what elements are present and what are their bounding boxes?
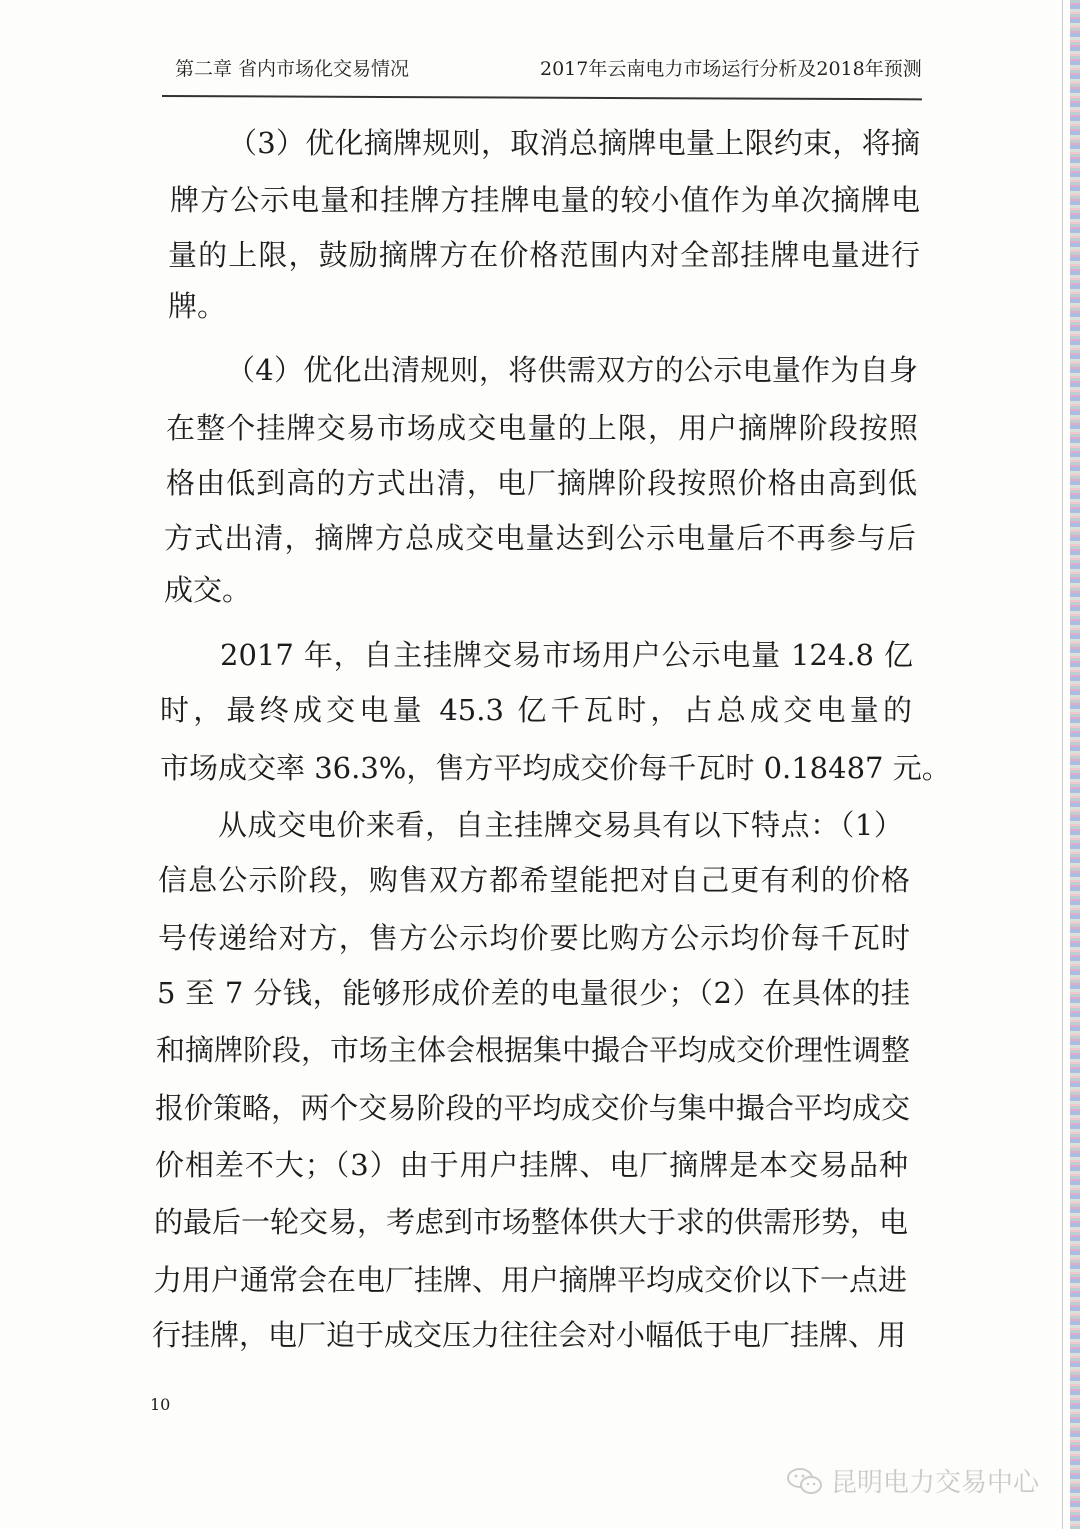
text-line: 从成交电价来看，自主挂牌交易具有以下特点：（1）	[218, 808, 903, 842]
text-line: 行挂牌，电厂迫于成交压力往往会对小幅低于电厂挂牌、用	[152, 1318, 906, 1352]
text-line: 价相差不大；（3）由于用户挂牌、电厂摘牌是本交易品种	[155, 1148, 908, 1182]
scan-edge-strip	[1070, 0, 1080, 1529]
text-line: 成交。	[164, 573, 252, 607]
watermark	[785, 1462, 1039, 1499]
text-line: 格由低到高的方式出清，电厂摘牌阶段按照价格由高到低	[166, 466, 917, 500]
text-line: 2017 年，自主挂牌交易市场用户公示电量 124.8 亿	[220, 638, 913, 672]
text-line: 牌方公示电量和挂牌方挂牌电量的较小值作为单次摘牌电	[170, 183, 920, 217]
text-line: 时，最终成交电量 45.3 亿千瓦时，占总成交电量的	[160, 693, 912, 727]
running-header-chapter: 第二章 省内市场化交易情况	[175, 58, 410, 80]
text-line: 力用户通常会在电厂挂牌、用户摘牌平均成交价以下一点进	[153, 1263, 907, 1297]
text-line: 号传递给对方，售方公示均价要比购方公示均价每千瓦时	[158, 921, 910, 955]
text-line: 报价策略，两个交易阶段的平均成交价与集中撮合平均成交	[155, 1091, 910, 1125]
text-line: 5 至 7 分钱，能够形成价差的电量很少；（2）在具体的挂	[157, 976, 910, 1010]
text-line: 和摘牌阶段，市场主体会根据集中撮合平均成交价理性调整	[156, 1033, 910, 1067]
text-line: 信息公示阶段，购售双方都希望能把对自己更有利的价格	[158, 863, 910, 897]
running-header-title: 2017年云南电力市场运行分析及2018年预测	[540, 58, 922, 80]
page-number: 10	[150, 1395, 171, 1414]
watermark-text: 昆明电力交易中心	[831, 1468, 1040, 1498]
text-line: （4）优化出清规则，将供需双方的公示电量作为自身	[226, 353, 918, 387]
text-line: 量的上限，鼓励摘牌方在价格范围内对全部挂牌电量进行	[168, 238, 920, 272]
text-line: 牌。	[168, 289, 227, 323]
text-line: 在整个挂牌交易市场成交电量的上限，用户摘牌阶段按照	[166, 411, 918, 445]
scan-edge-line	[1062, 0, 1063, 1529]
text-line: 市场成交率 36.3%，售方平均成交价每千瓦时 0.18487 元。	[160, 751, 951, 785]
text-line: （3）优化摘牌规则，取消总摘牌电量上限约束，将摘	[228, 126, 920, 160]
text-line: 的最后一轮交易，考虑到市场整体供大于求的供需形势，电	[154, 1205, 908, 1239]
text-line: 方式出清，摘牌方总成交电量达到公示电量后不再参与后	[164, 521, 916, 555]
header-rule	[162, 95, 922, 100]
wechat-icon	[785, 1466, 825, 1496]
